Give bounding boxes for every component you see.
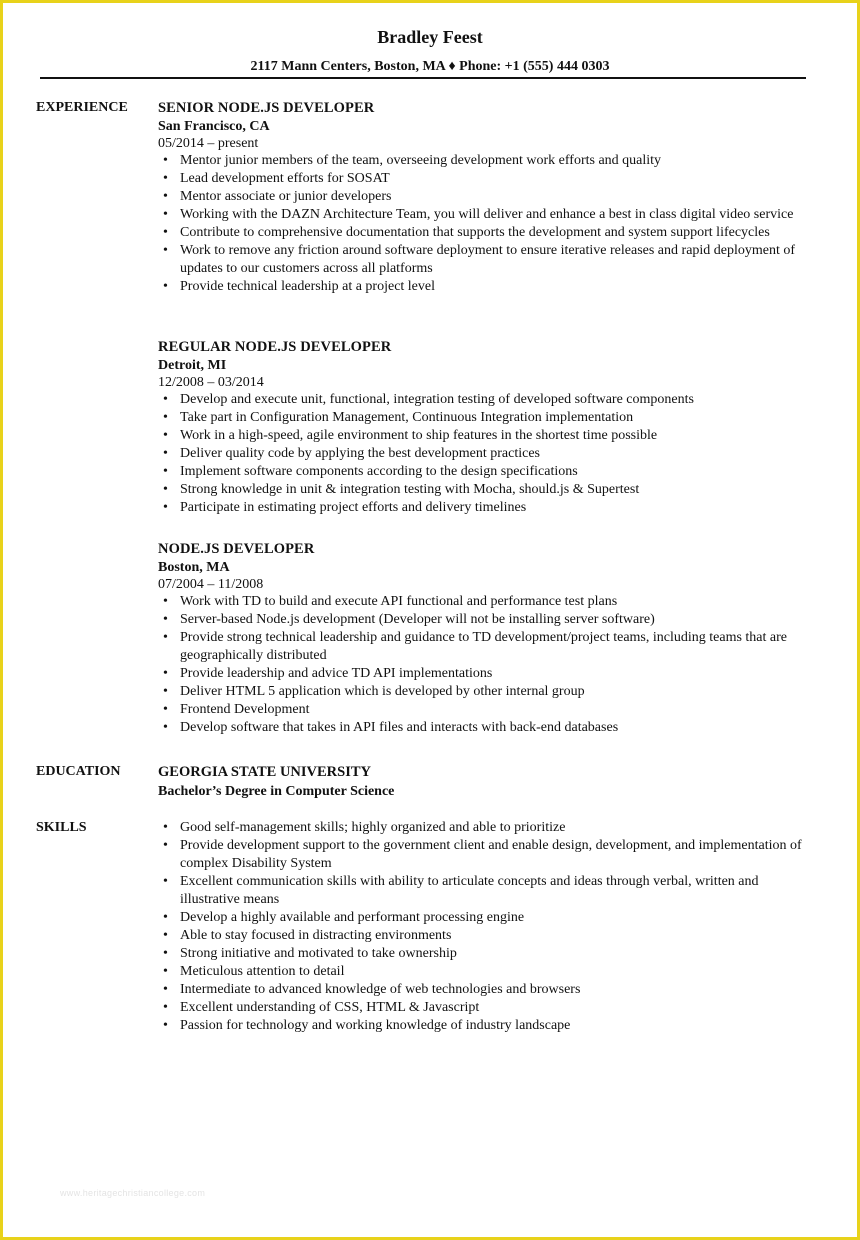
list-item: • Provide technical leadership at a project level bbox=[158, 278, 808, 296]
job-location: San Francisco, CA bbox=[158, 119, 270, 134]
list-item: • Lead development efforts for SOSAT bbox=[158, 170, 808, 188]
list-item: • Excellent communication skills with ability to articulate concepts and ideas through verbal, written and illustrative means bbox=[158, 873, 808, 909]
section-skills-label: SKILLS bbox=[36, 820, 87, 835]
list-item: • Strong initiative and motivated to take ownership bbox=[158, 945, 808, 963]
resume-name: Bradley Feest bbox=[377, 27, 483, 47]
list-item: • Mentor junior members of the team, overseeing development work efforts and quality bbox=[158, 152, 808, 170]
job-dates: 05/2014 – present bbox=[158, 136, 259, 151]
education-degree: Bachelor’s Degree in Computer Science bbox=[158, 784, 395, 799]
job-title: SENIOR NODE.JS DEVELOPER bbox=[158, 100, 375, 116]
list-item: • Develop software that takes in API files and interacts with back-end databases bbox=[158, 719, 808, 737]
list-item: • Able to stay focused in distracting environments bbox=[158, 927, 808, 945]
section-education-label: EDUCATION bbox=[36, 764, 121, 779]
job-entry-3 bbox=[158, 540, 818, 737]
list-item: • Participate in estimating project efforts and delivery timelines bbox=[158, 499, 808, 517]
list-item: • Implement software components according to the design specifications bbox=[158, 463, 808, 481]
job-dates: 12/2008 – 03/2014 bbox=[158, 375, 264, 390]
job-bullets bbox=[158, 391, 808, 517]
list-item: • Intermediate to advanced knowledge of web technologies and browsers bbox=[158, 981, 808, 999]
education-entry bbox=[158, 763, 818, 801]
job-bullets bbox=[158, 593, 808, 737]
list-item: • Working with the DAZN Architecture Team, you will deliver and enhance a best in class digital video service bbox=[158, 206, 808, 224]
job-entry-1 bbox=[158, 99, 818, 296]
list-item: • Deliver HTML 5 application which is developed by other internal group bbox=[158, 683, 808, 701]
watermark-text: www.heritagechristiancollege.com bbox=[60, 1188, 206, 1198]
list-item: • Work with TD to build and execute API functional and performance test plans bbox=[158, 593, 808, 611]
list-item: • Take part in Configuration Management, Continuous Integration implementation bbox=[158, 409, 808, 427]
job-dates: 07/2004 – 11/2008 bbox=[158, 577, 264, 592]
job-entry-2 bbox=[158, 338, 818, 517]
list-item: • Provide development support to the government client and enable design, development, and implementation of complex Disability System bbox=[158, 837, 808, 873]
list-item: • Server-based Node.js development (Developer will not be installing server software) bbox=[158, 611, 808, 629]
skills-list bbox=[158, 819, 808, 1035]
list-item: • Good self-management skills; highly organized and able to prioritize bbox=[158, 819, 808, 837]
job-title: REGULAR NODE.JS DEVELOPER bbox=[158, 339, 392, 355]
education-school: GEORGIA STATE UNIVERSITY bbox=[158, 764, 371, 780]
list-item: • Provide strong technical leadership and guidance to TD development/project teams, including teams that are geographically distributed bbox=[158, 629, 808, 665]
job-bullets bbox=[158, 152, 808, 296]
list-item: • Develop and execute unit, functional, integration testing of developed software components bbox=[158, 391, 808, 409]
list-item: • Mentor associate or junior developers bbox=[158, 188, 808, 206]
list-item: • Provide leadership and advice TD API implementations bbox=[158, 665, 808, 683]
contact-line: 2117 Mann Centers, Boston, MA ♦ Phone: +1 (555) 444 0303 bbox=[250, 59, 610, 74]
job-location: Detroit, MI bbox=[158, 358, 227, 373]
skills-list-container bbox=[158, 819, 808, 1035]
list-item: • Contribute to comprehensive documentation that supports the development and system support lifecycles bbox=[158, 224, 808, 242]
job-location: Boston, MA bbox=[158, 560, 230, 575]
header-divider bbox=[40, 77, 806, 79]
list-item: • Excellent understanding of CSS, HTML & Javascript bbox=[158, 999, 808, 1017]
list-item: • Work to remove any friction around software deployment to ensure iterative releases and rapid deployment of updates to our customers across all platforms bbox=[158, 242, 808, 278]
list-item: • Deliver quality code by applying the best development practices bbox=[158, 445, 808, 463]
list-item: • Strong knowledge in unit & integration testing with Mocha, should.js & Supertest bbox=[158, 481, 808, 499]
job-title: NODE.JS DEVELOPER bbox=[158, 541, 315, 557]
list-item: • Work in a high-speed, agile environment to ship features in the shortest time possible bbox=[158, 427, 808, 445]
list-item: • Passion for technology and working knowledge of industry landscape bbox=[158, 1017, 808, 1035]
list-item: • Develop a highly available and performant processing engine bbox=[158, 909, 808, 927]
list-item: • Frontend Development bbox=[158, 701, 808, 719]
section-experience-label: EXPERIENCE bbox=[36, 100, 128, 115]
list-item: • Meticulous attention to detail bbox=[158, 963, 808, 981]
